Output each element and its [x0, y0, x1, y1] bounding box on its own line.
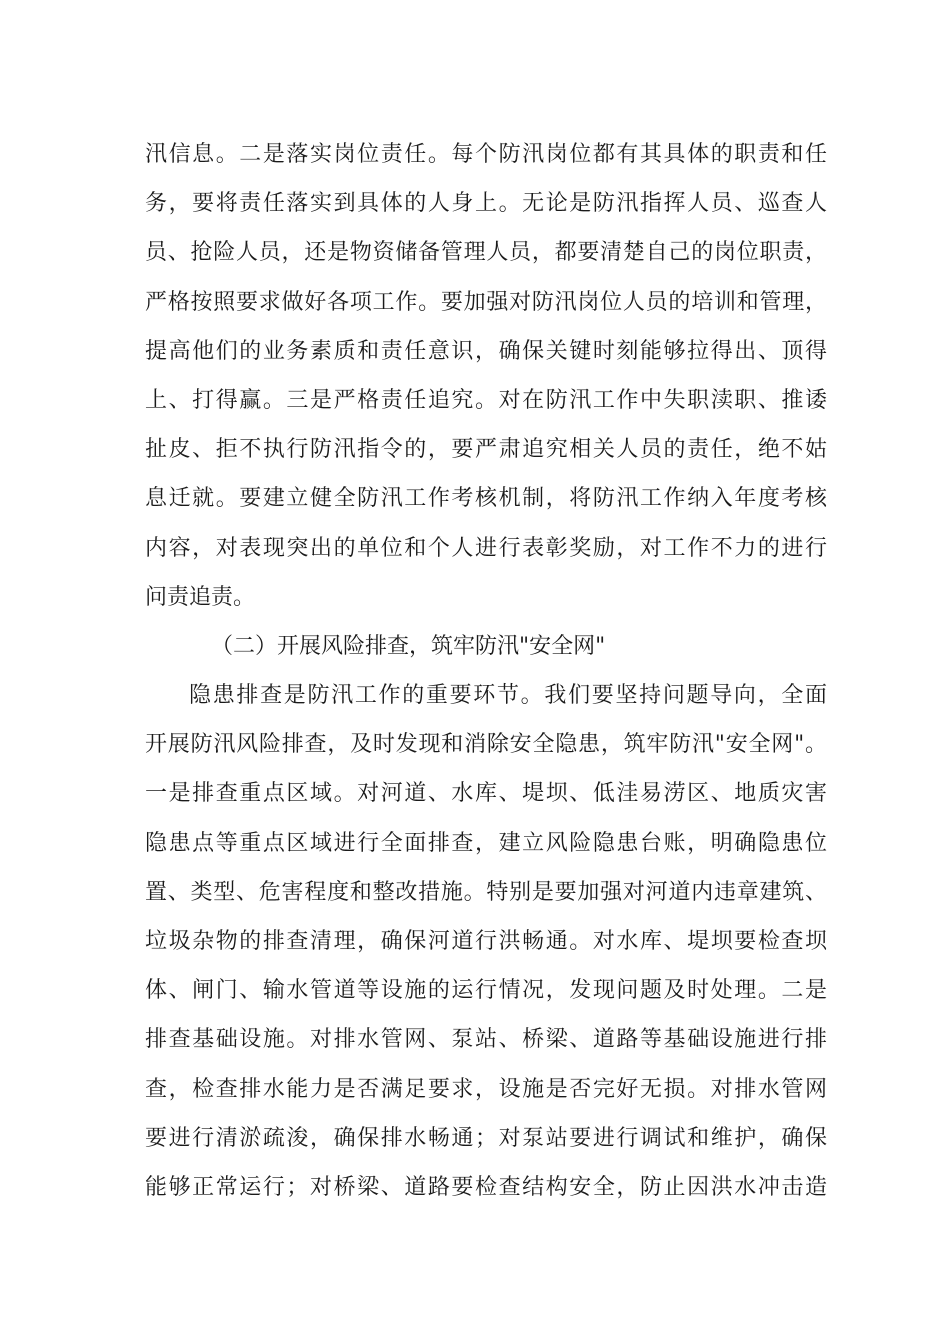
paragraph-1-line: 息迁就。要建立健全防汛工作考核机制，将防汛工作纳入年度考核	[145, 486, 827, 512]
paragraph-1-line: 汛信息。二是落实岗位责任。每个防汛岗位都有其具体的职责和任	[145, 142, 827, 167]
paragraph-2-line: 查，检查排水能力是否满足要求，设施是否完好无损。对排水管网	[145, 1076, 827, 1102]
paragraph-2-line: 体、闸门、输水管道等设施的运行情况，发现问题及时处理。二是	[145, 978, 827, 1004]
paragraph-1-line: 严格按照要求做好各项工作。要加强对防汛岗位人员的培训和管理，	[145, 289, 827, 315]
paragraph-1-line: 务，要将责任落实到具体的人身上。无论是防汛指挥人员、巡查人	[145, 191, 827, 217]
paragraph-1-line: 提高他们的业务素质和责任意识，确保关键时刻能够拉得出、顶得	[145, 338, 827, 364]
section-heading: （二）开展风险排查，筑牢防汛"安全网"	[211, 633, 606, 659]
paragraph-2-line: 隐患点等重点区域进行全面排查，建立风险隐患台账，明确隐患位	[145, 830, 827, 856]
paragraph-2-first-line: 隐患排查是防汛工作的重要环节。我们要坚持问题导向，全面	[189, 683, 827, 709]
paragraph-2-line: 开展防汛风险排查，及时发现和消除安全隐患，筑牢防汛"安全网"。	[145, 732, 827, 758]
paragraph-2-line: 垃圾杂物的排查清理，确保河道行洪畅通。对水库、堤坝要检查坝	[145, 929, 827, 954]
paragraph-1-line: 上、打得赢。三是严格责任追究。对在防汛工作中失职渎职、推诿	[145, 387, 827, 413]
paragraph-1-last-line: 问责追责。	[145, 584, 256, 610]
paragraph-2-line: 一是排查重点区域。对河道、水库、堤坝、低洼易涝区、地质灾害	[145, 781, 827, 807]
paragraph-2-line: 置、类型、危害程度和整改措施。特别是要加强对河道内违章建筑、	[145, 879, 827, 905]
paragraph-2-line: 排查基础设施。对排水管网、泵站、桥梁、道路等基础设施进行排	[145, 1027, 827, 1053]
paragraph-1-line: 扯皮、拒不执行防汛指令的，要严肃追究相关人员的责任，绝不姑	[145, 437, 827, 463]
paragraph-1-line: 内容，对表现突出的单位和个人进行表彰奖励，对工作不力的进行	[145, 535, 827, 561]
paragraph-2-line: 能够正常运行；对桥梁、道路要检查结构安全，防止因洪水冲击造	[145, 1174, 827, 1200]
paragraph-1-line: 员、抢险人员，还是物资储备管理人员，都要清楚自己的岗位职责，	[145, 240, 827, 266]
paragraph-2-line: 要进行清淤疏浚，确保排水畅通；对泵站要进行调试和维护，确保	[145, 1125, 827, 1151]
document-body	[145, 130, 827, 1212]
